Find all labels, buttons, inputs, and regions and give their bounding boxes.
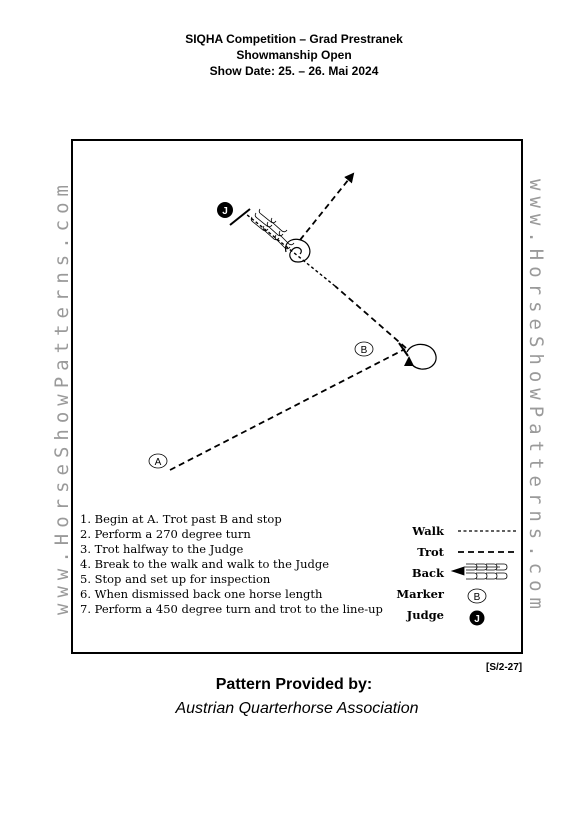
turn-450-spiral bbox=[286, 239, 310, 262]
class-title: Showmanship Open bbox=[236, 48, 352, 62]
legend-back-symbol bbox=[452, 564, 507, 579]
trot-path-to-lineup bbox=[300, 174, 353, 240]
instruction-item: 7. Perform a 450 degree turn and trot to the line-up bbox=[80, 602, 383, 616]
provided-by-heading: Pattern Provided by: bbox=[215, 676, 373, 693]
legend-marker-label: Marker bbox=[396, 587, 444, 601]
legend-back-label: Back bbox=[411, 566, 444, 580]
marker-b-label: B bbox=[360, 345, 368, 356]
instruction-item: 2. Perform a 270 degree turn bbox=[80, 527, 251, 541]
pattern-code: [S/2-27] bbox=[486, 662, 523, 673]
instruction-item: 5. Stop and set up for inspection bbox=[80, 572, 271, 586]
instruction-item: 3. Trot halfway to the Judge bbox=[80, 542, 244, 556]
show-date: Show Date: 25. – 26. Mai 2024 bbox=[209, 64, 379, 78]
marker-a-label: A bbox=[154, 457, 162, 468]
judge-symbol-label: J bbox=[222, 206, 228, 217]
walk-path-to-judge bbox=[246, 214, 335, 286]
instruction-item: 1. Begin at A. Trot past B and stop bbox=[80, 512, 282, 526]
marker-b bbox=[355, 342, 373, 356]
legend-judge-symbol-label: J bbox=[474, 614, 480, 625]
instruction-item: 6. When dismissed back one horse length bbox=[80, 587, 323, 601]
stop-bar-judge bbox=[230, 209, 250, 225]
legend-marker-symbol-label: B bbox=[473, 592, 481, 603]
trot-path-a-to-b bbox=[170, 349, 405, 470]
instruction-item: 4. Break to the walk and walk to the Judge bbox=[80, 557, 330, 571]
legend-walk-label: Walk bbox=[412, 524, 444, 538]
watermark-right: www.HorseShowPatterns.com bbox=[525, 179, 547, 615]
legend-judge-label: Judge bbox=[406, 608, 444, 622]
legend-judge-symbol bbox=[470, 611, 485, 626]
marker-a bbox=[149, 454, 167, 468]
watermark-left: www.HorseShowPatterns.com bbox=[51, 179, 73, 615]
judge-symbol bbox=[217, 202, 233, 218]
association-name: Austrian Quarterhorse Association bbox=[175, 700, 419, 717]
competition-title: SIQHA Competition – Grad Prestranek bbox=[185, 32, 403, 46]
turn-270-curl bbox=[407, 344, 436, 369]
legend-trot-label: Trot bbox=[417, 545, 444, 559]
trot-path-to-judge bbox=[335, 286, 406, 348]
instructions-list bbox=[80, 512, 383, 617]
legend-marker-symbol bbox=[468, 589, 486, 603]
